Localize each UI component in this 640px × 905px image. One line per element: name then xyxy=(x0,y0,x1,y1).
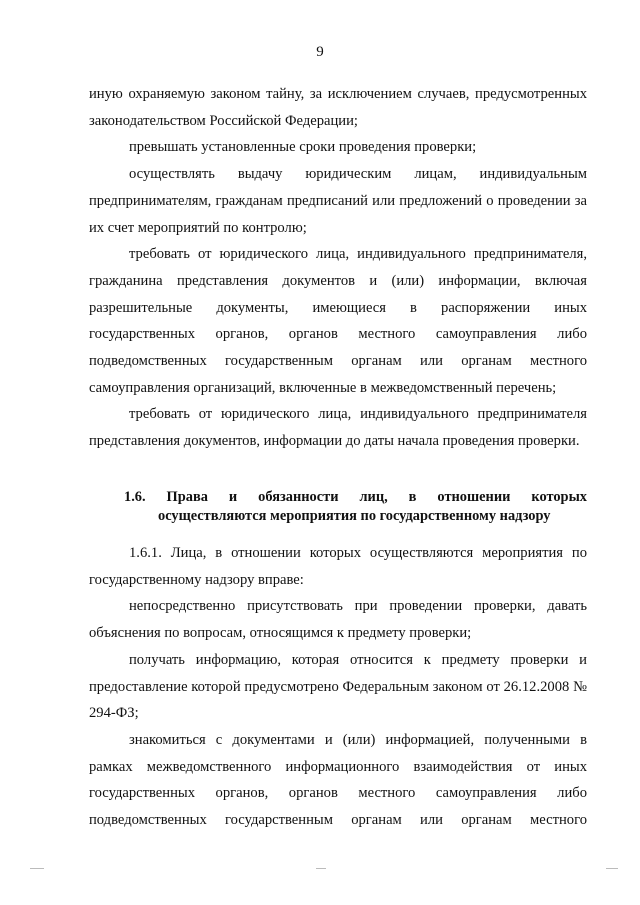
section-heading xyxy=(124,488,587,526)
paragraph: требовать от юридического лица, индивидуального предпринимателя представления документов, информации до даты начала проведения проверки. xyxy=(89,406,587,450)
paragraph: знакомиться с документами и (или) информацией, полученными в рамках межведомственного информационного взаимодействия от иных государственных органов, органов местного самоуправления либо подведомственных государственным органам или органам местного xyxy=(89,731,587,829)
paragraph: требовать от юридического лица, индивидуального предпринимателя, гражданина представления документов и (или) информации, включая разрешительные документы, имеющиеся в распоряжении иных государственных органов, органов местного самоуправления либо подведомственных государственным органам или органам местного самоуправления организаций, включенные в межведомственный перечень; xyxy=(89,246,587,396)
paragraph: непосредственно присутствовать при проведении проверки, давать объяснения по вопросам, относящимся к предмету проверки; xyxy=(89,598,587,642)
section-heading-line2: осуществляются мероприятия по государственному надзору xyxy=(158,508,551,524)
page-number: 9 xyxy=(316,44,324,60)
paragraph-continuation: иную охраняемую законом тайну, за исключением случаев, предусмотренных законодательством Российской Федерации; xyxy=(89,86,587,129)
scan-artifact-center xyxy=(316,868,326,869)
paragraph: 1.6.1. Лица, в отношении которых осуществляются мероприятия по государственному надзору вправе: xyxy=(89,545,587,588)
paragraph: получать информацию, которая относится к предмету проверки и предоставление которой предусмотрено Федеральным законом от 26.12.2008 № 294-ФЗ; xyxy=(89,651,587,722)
paragraph: осуществлять выдачу юридическим лицам, индивидуальным предпринимателям, гражданам предписаний или предложений о проведении за их счет мероприятий по контролю; xyxy=(89,166,587,236)
paragraph: превышать установленные сроки проведения проверки; xyxy=(129,139,477,156)
body-text-bottom xyxy=(89,540,587,834)
scan-artifact-right xyxy=(606,868,618,869)
body-text-top xyxy=(89,81,587,455)
scan-artifact-left xyxy=(30,868,44,869)
section-heading-line1: 1.6. Права и обязанности лиц, в отношении которых xyxy=(124,489,587,505)
